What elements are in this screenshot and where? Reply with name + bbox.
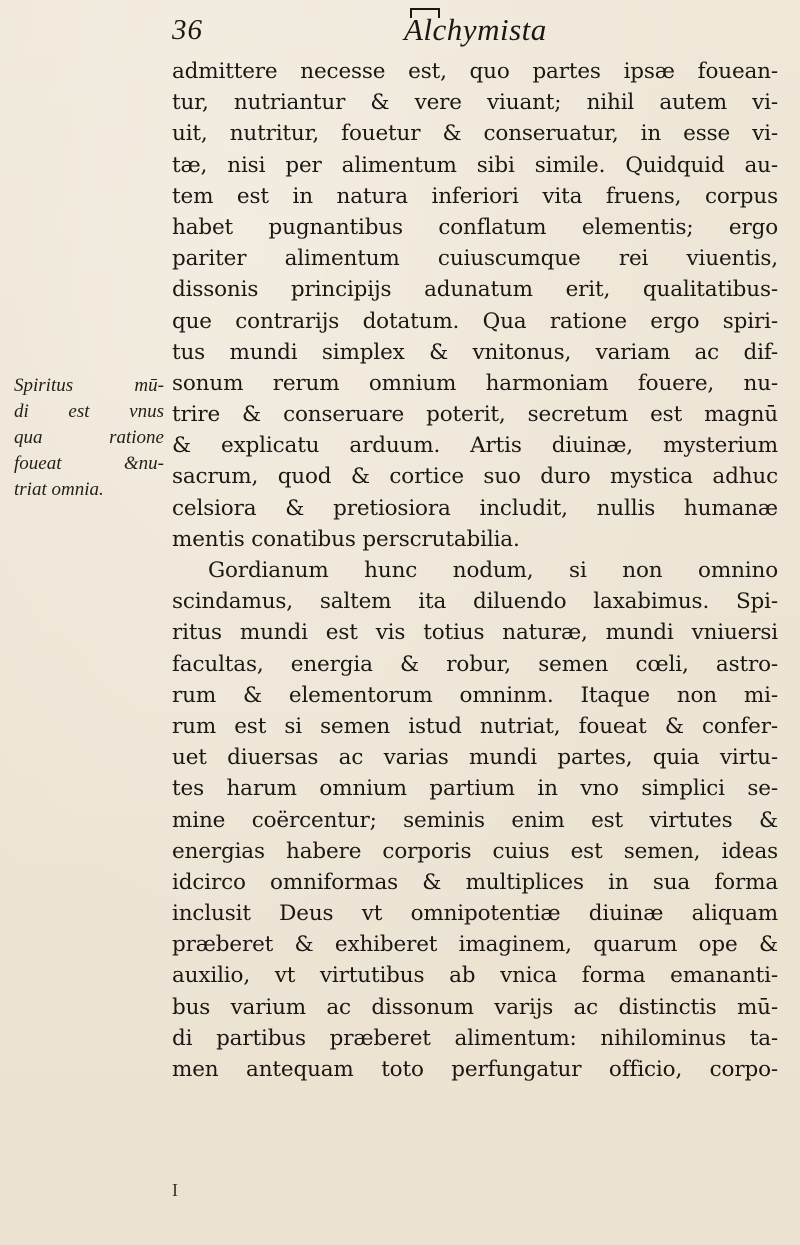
text-line: idcirco omniformas & multiplices in sua forma [172,869,778,895]
text-line: uet diuersas ac varias mundi partes, quia virtu- [172,745,778,771]
marginal-note-line: qua ratione [14,427,164,448]
text-line: inclusit Deus vt omnipotentiæ diuinæ aliquam [172,901,778,927]
text-line: dissonis principijs adunatum erit, qualitatibus- [172,277,778,303]
text-line: præberet & exhiberet imaginem, quarum ope & [172,932,778,958]
text-line: tus mundi simplex & vnitonus, variam ac dif- [172,339,778,365]
text-line: rum & elementorum omninm. Itaque non mi- [172,682,778,708]
text-line: rum est si semen istud nutriat, foueat & confer- [172,713,778,739]
marginal-note-line: Spiritus mū- [14,375,164,396]
text-line: tæ, nisi per alimentum sibi simile. Quidquid au- [172,152,778,178]
text-line: bus varium ac dissonum varijs ac distinctis mū- [172,994,778,1020]
text-line: trire & conseruare poterit, secretum est magnū [172,402,778,428]
text-line: mentis conatibus perscrutabilia. [172,526,520,552]
text-line: facultas, energia & robur, semen cœli, astro- [172,651,778,677]
text-line: tem est in natura inferiori vita fruens, corpus [172,183,778,209]
page-number: 36 [172,14,203,46]
text-line: que contrarijs dotatum. Qua ratione ergo spiri- [172,308,778,334]
text-line: pariter alimentum cuiuscumque rei viuentis, [172,246,778,272]
marginal-note [14,373,164,503]
text-line: sacrum, quod & cortice suo duro mystica adhuc [172,464,778,490]
text-line: sonum rerum omnium harmoniam fouere, nu- [172,370,778,396]
text-line: men antequam toto perfungatur officio, corpo- [172,1057,778,1082]
text-line: tes harum omnium partium in vno simplici se- [172,776,778,802]
text-line: uit, nutritur, fouetur & conseruatur, in esse vi- [172,121,778,147]
body-text [172,56,778,1085]
text-line: di partibus præberet alimentum: nihilominus ta- [172,1025,778,1051]
text-line: tur, nutriantur & vere viuant; nihil autem vi- [172,90,778,116]
text-line: & explicatu arduum. Artis diuinæ, mysterium [172,433,778,459]
marginal-note-line: triat omnia. [14,479,104,500]
signature-mark: I [172,1180,178,1200]
text-line: ritus mundi est vis totius naturæ, mundi vniuersi [172,620,778,646]
page-header [172,6,772,52]
text-line: mine coërcentur; seminis enim est virtutes & [172,807,778,833]
text-line: energias habere corporis cuius est semen, ideas [172,838,778,864]
text-line: habet pugnantibus conflatum elementis; ergo [172,214,778,240]
text-line: admittere necesse est, quo partes ipsæ fouean- [172,59,778,84]
running-title: Alchymista [404,12,547,47]
text-line: celsiora & pretiosiora includit, nullis humanæ [172,495,778,521]
text-line: scindamus, saltem ita diluendo laxabimus. Spi- [172,589,778,615]
text-line: Gordianum hunc nodum, si non omnino [208,558,778,583]
text-line: auxilio, vt virtutibus ab vnica forma emananti- [172,963,778,989]
marginal-note-line: di est vnus [14,401,164,422]
marginal-note-line: foueat &nu- [14,453,164,474]
